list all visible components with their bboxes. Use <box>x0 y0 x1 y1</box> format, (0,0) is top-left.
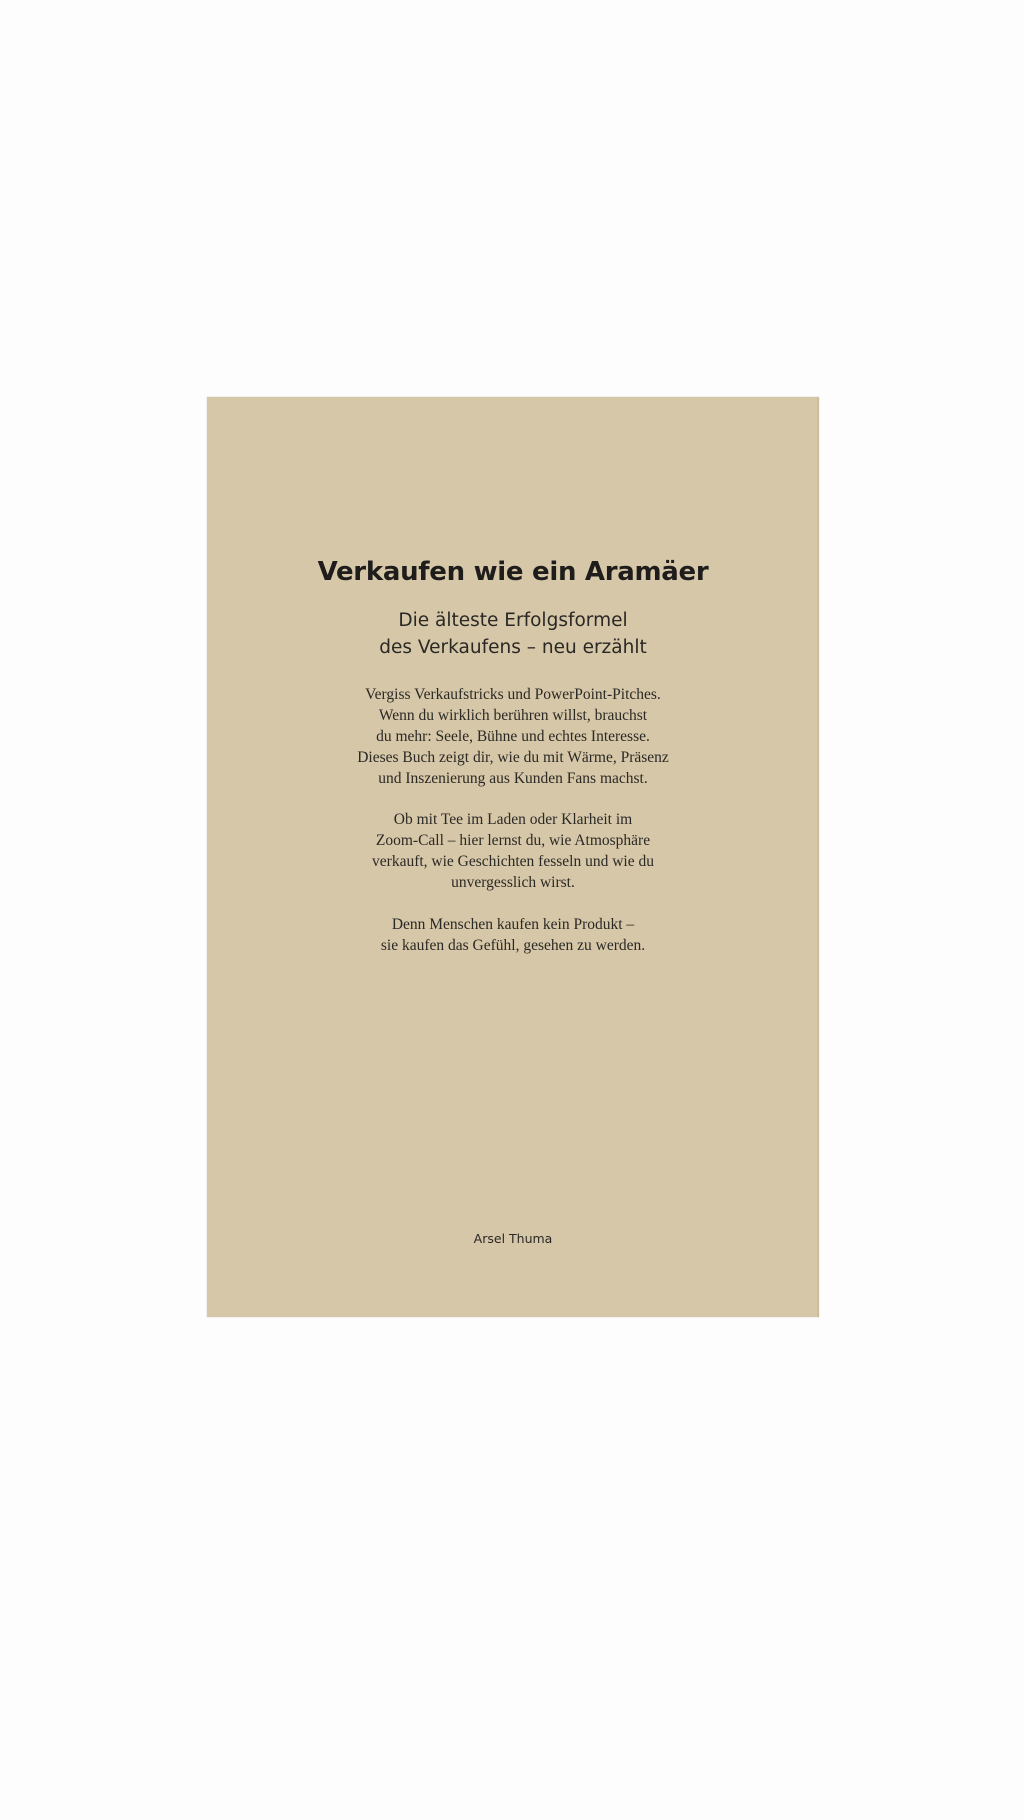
book-subtitle <box>207 607 819 661</box>
blurb-line: und Inszenierung aus Kunden Fans machst. <box>378 770 648 787</box>
subtitle-line: Die älteste Erfolgsformel <box>398 610 628 631</box>
blurb-line: Vergiss Verkaufstricks und PowerPoint-Pitches. <box>365 686 661 703</box>
blurb-line: verkauft, wie Geschichten fesseln und wie du <box>372 853 654 870</box>
book-back-cover <box>207 397 819 1317</box>
blurb-paragraph-3 <box>207 914 819 956</box>
book-title: Verkaufen wie ein Aramäer <box>317 557 709 587</box>
subtitle-line: des Verkaufens – neu erzählt <box>379 637 647 658</box>
blurb-line: du mehr: Seele, Bühne und echtes Interesse. <box>376 728 650 745</box>
blurb-line: Denn Menschen kaufen kein Produkt – <box>391 916 635 933</box>
blurb-line: sie kaufen das Gefühl, gesehen zu werden. <box>380 937 646 954</box>
blurb-line: unvergesslich wirst. <box>451 874 575 891</box>
blurb-line: Zoom-Call – hier lernst du, wie Atmosphäre <box>375 832 651 849</box>
blurb-paragraph-1 <box>207 684 819 789</box>
blurb-line: Dieses Buch zeigt dir, wie du mit Wärme, Präsenz <box>357 749 669 766</box>
author-name: Arsel Thuma <box>473 1231 553 1246</box>
blurb-paragraph-2 <box>207 809 819 893</box>
blurb-line: Wenn du wirklich berühren willst, brauchst <box>378 707 648 724</box>
blurb-line: Ob mit Tee im Laden oder Klarheit im <box>393 811 633 828</box>
